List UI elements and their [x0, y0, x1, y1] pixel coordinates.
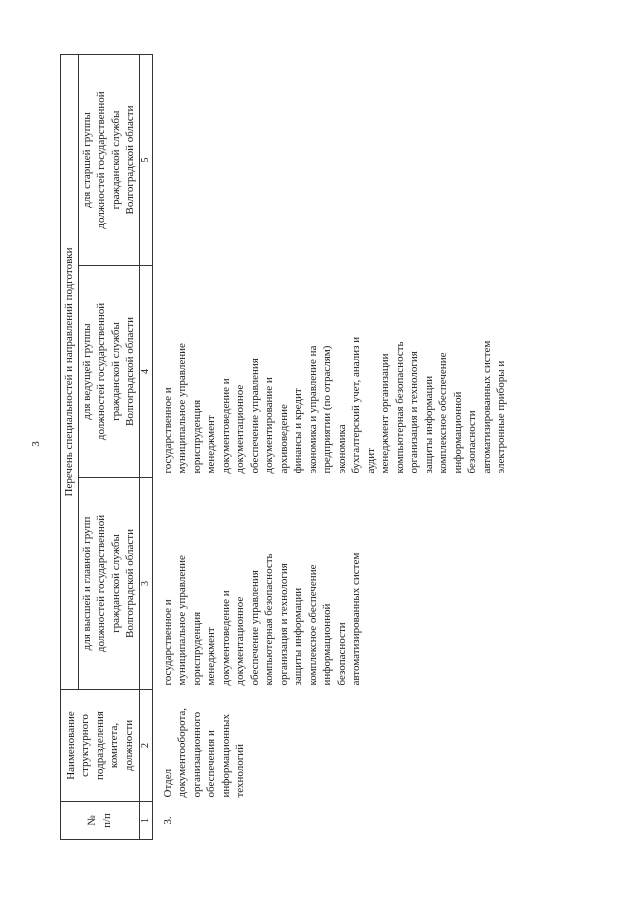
table-row — [152, 55, 509, 840]
cell-line: документоведение и — [219, 378, 232, 474]
cell-line: комплексное обеспечение — [437, 352, 450, 474]
specialties-table — [60, 54, 509, 840]
column-number: 3 — [139, 478, 152, 690]
cell-line: организация и технология — [408, 351, 421, 474]
cell-line: аудит — [364, 448, 377, 474]
cell-line: экономика и управление на — [306, 345, 319, 474]
cell-line: предприятии (по отраслям) — [321, 345, 334, 474]
column-number: 2 — [139, 690, 152, 802]
cell-line: муниципальное управление — [176, 343, 189, 474]
cell-line: документоведение и — [219, 590, 232, 686]
cell-line: обеспечения и — [205, 730, 218, 798]
header-group-specialties: Перечень специальностей и направлений подготовки — [61, 55, 79, 690]
cell-line: обеспечение управления — [248, 358, 261, 474]
cell-line: технологий — [234, 743, 247, 798]
cell-line: документооборота, — [176, 707, 189, 798]
cell-line: архивоведение — [277, 404, 290, 474]
column-number: 5 — [139, 55, 152, 266]
cell-line: комплексное обеспечение — [306, 564, 319, 686]
col-header-subdivision: Наименование структурного подразделения комитета, должности — [61, 690, 140, 802]
cell-line: Отдел — [161, 768, 174, 798]
cell-line: компьютерная безопасность — [263, 553, 276, 686]
cell-line: государственное и — [161, 599, 174, 686]
cell-line: автоматизированных систем — [480, 340, 493, 474]
cell-line: документационное — [234, 596, 247, 686]
cell-line: организация и технология — [277, 563, 290, 686]
subdivision-name — [152, 690, 509, 802]
cell-line: безопасности — [335, 622, 348, 686]
page-number: 3 — [30, 441, 42, 447]
row-number: 3. — [161, 816, 174, 825]
cell-line: менеджмент организации — [379, 353, 392, 474]
cell-line: экономика — [335, 424, 348, 474]
specialties-leading-group — [152, 266, 509, 478]
cell-line: менеджмент — [205, 627, 218, 686]
cell-line: компьютерная безопасность — [393, 341, 406, 474]
cell-line: информационных — [219, 714, 232, 798]
column-number: 4 — [139, 266, 152, 478]
cell-line: бухгалтерский учет, анализ и — [350, 336, 363, 474]
col-header-leading-group: для ведущей группы должностей государственной гражданской службы Волгоградской области — [78, 266, 139, 478]
specialties-senior-group — [152, 55, 509, 266]
column-number: 1 — [139, 802, 152, 840]
cell-line: финансы и кредит — [292, 388, 305, 474]
cell-line: юриспруденция — [190, 399, 203, 474]
cell-line: документационное — [234, 384, 247, 474]
cell-line: защиты информации — [292, 587, 305, 686]
cell-line: документирование и — [263, 377, 276, 474]
specialties-highest-group — [152, 478, 509, 690]
col-header-highest-group: для высшей и главной групп должностей государственной гражданской службы Волгоградской области — [78, 478, 139, 690]
cell-line: обеспечение управления — [248, 570, 261, 686]
col-header-senior-group: для старшей группы должностей государственной гражданской службы Волгоградской области — [78, 55, 139, 266]
cell-line: безопасности — [466, 410, 479, 474]
cell-line: государственное и — [161, 387, 174, 474]
cell-line: электронные приборы и — [495, 360, 508, 474]
cell-line: юриспруденция — [190, 611, 203, 686]
cell-line: организационного — [190, 711, 203, 798]
cell-line: автоматизированных систем — [350, 552, 363, 686]
cell-line: менеджмент — [205, 415, 218, 474]
cell-line: информационной — [321, 603, 334, 686]
cell-line: информационной — [451, 391, 464, 474]
cell-line: муниципальное управление — [176, 555, 189, 686]
col-header-number: № п/п — [61, 802, 140, 840]
cell-line: защиты информации — [422, 375, 435, 474]
